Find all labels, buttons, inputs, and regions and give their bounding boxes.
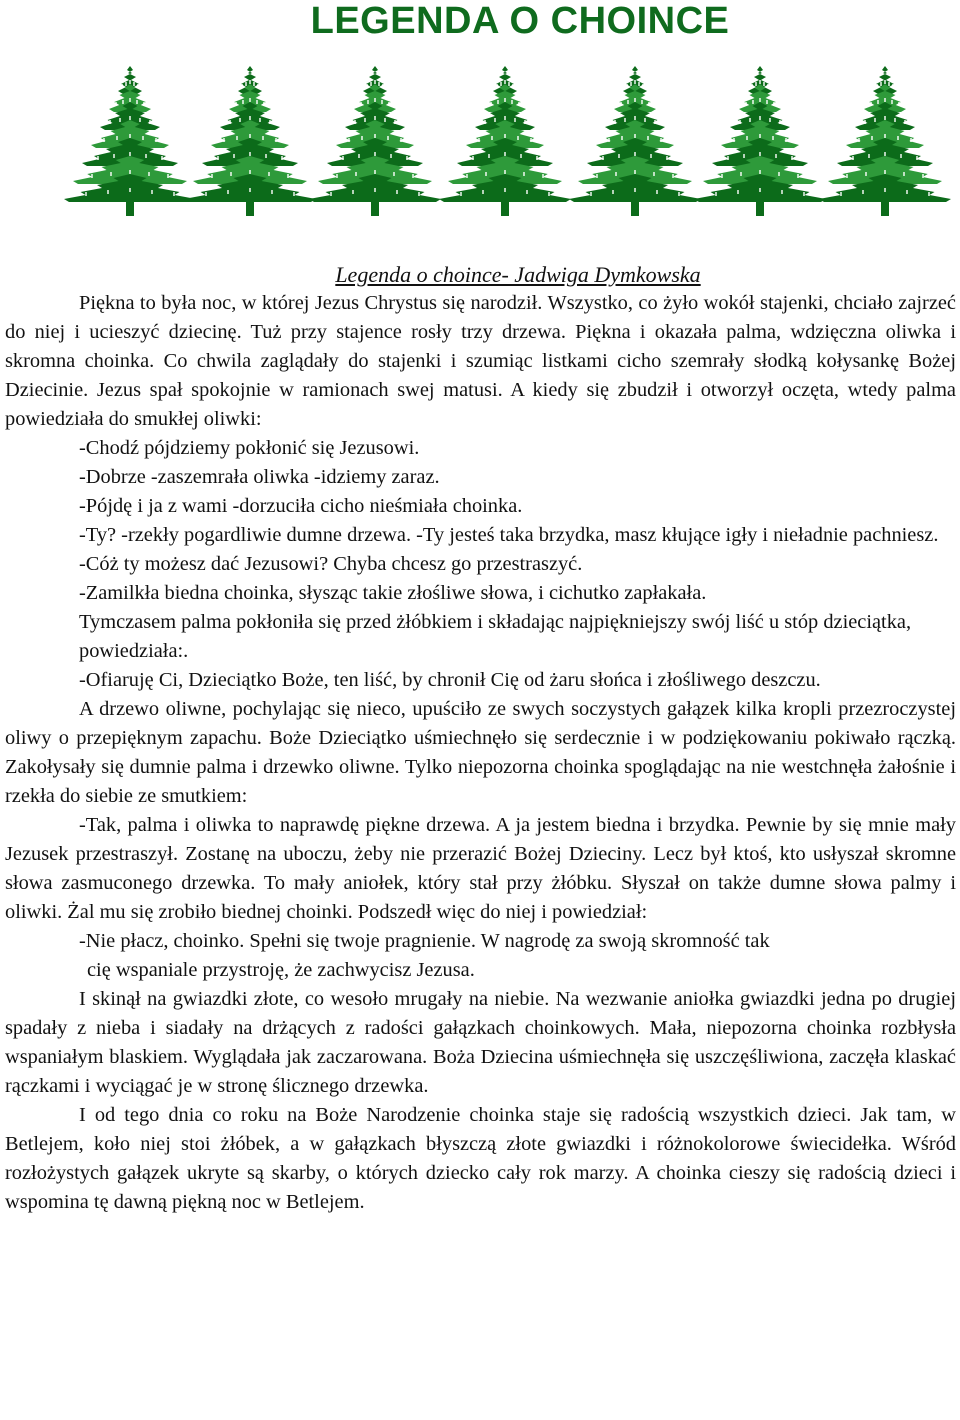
- pine-tree-icon: [309, 66, 441, 216]
- story-paragraph: I skinął na gwiazdki złote, co wesoło mrugały na niebie. Na wezwanie aniołka gwiazdki jedna po drugiej spadały z nieba i siadały na drżących z radości gałązkach choinkowych. Mała, niepozorna choinka rozbłysła wspaniałym blaskiem. Wyglądała jak zaczarowana. Boża Dziecina uśmiechnęła się uszczęśliwiona, zaczęła klaskać rączkami i wyciągać je w stronę ślicznego drzewka.: [5, 988, 956, 1097]
- dialogue-line: Tymczasem palma pokłoniła się przed żłóbkiem i składając najpiękniejszy swój liść u stóp dzieciątka, powiedziała:.: [79, 611, 912, 662]
- dialogue-line: -Chodź pójdziemy pokłonić się Jezusowi.: [79, 437, 420, 459]
- story-subtitle: Legenda o choince- Jadwiga Dymkowska: [335, 262, 701, 287]
- dialogue-line: -Dobrze -zaszemrała oliwka -idziemy zaraz.: [79, 466, 440, 488]
- pine-tree-icon: [569, 66, 701, 216]
- story-paragraph: A drzewo oliwne, pochylając się nieco, upuściło ze swych soczystych gałązek kilka kropli przezroczystej oliwy o przepięknym zapachu. Boże Dzieciątko uśmiechnęło się serdecznie i w podziękowaniu pokiwało rączką. Zakołysały się dumnie palma i drzewko oliwne. Tylko niepozorna choinka spoglądając na nie westchnęła żałośnie i rzekła do siebie ze smutkiem:: [5, 698, 956, 807]
- pine-tree-icon: [694, 66, 826, 216]
- story-paragraph: -Tak, palma i oliwka to naprawdę piękne drzewa. A ja jestem biedna i brzydka. Pewnie by się mnie mały Jezusek przestraszył. Zostanę na uboczu, żeby nie przerazić Bożej Dzieciny. Lecz był ktoś, kto usłyszał skromne słowa zasmuconego drzewka. To mały aniołek, który stał przy żłóbku. Słyszał on także dumne słowa palmy i oliwki. Żal mu się zrobiło biednej choinki. Podszedł więc do niej i powiedział:: [5, 814, 956, 923]
- pine-tree-icon: [64, 66, 196, 216]
- pine-tree-icon: [819, 66, 951, 216]
- dialogue-line: -Pójdę i ja z wami -dorzuciła cicho nieśmiała choinka.: [79, 495, 523, 517]
- tree-row: [0, 64, 960, 224]
- dialogue-line: -Ty? -rzekły pogardliwie dumne drzewa. -Ty jesteś taka brzydka, masz kłujące igły i nieładnie pachniesz.: [79, 524, 939, 546]
- dialogue-line: cię wspaniale przystroję, że zachwycisz Jezusa.: [87, 959, 475, 981]
- dialogue-line: -Cóż ty możesz dać Jezusowi? Chyba chcesz go przestraszyć.: [79, 553, 583, 575]
- dialogue-line: -Ofiaruję Ci, Dzieciątko Boże, ten liść, by chronił Cię od żaru słońca i złośliwego deszczu.: [79, 669, 821, 691]
- story-body: [5, 289, 956, 1217]
- pine-tree-icon: [184, 66, 316, 216]
- dialogue-line: -Nie płacz, choinko. Spełni się twoje pragnienie. W nagrodę za swoją skromność tak: [79, 930, 770, 952]
- page-title: LEGENDA O CHOINCE: [310, 0, 730, 42]
- story-paragraph: Piękna to była noc, w której Jezus Chrystus się narodził. Wszystko, co żyło wokół stajenki, chciało zajrzeć do niej i ucieszyć dziecinę. Tuż przy stajence rosły trzy drzewa. Piękna i okazała palma, wdzięczna oliwka i skromna choinka. Co chwila zaglądały do stajenki i szumiąc listkami cicho szemrały słodką kołysankę Bożej Dziecinie. Jezus spał spokojnie w ramionach swej matusi. A kiedy się zbudził i otworzył oczęta, wtedy palma powiedziała do smukłej oliwki:: [5, 292, 956, 430]
- pine-tree-icon: [439, 66, 571, 216]
- story-paragraph: I od tego dnia co roku na Boże Narodzenie choinka staje się radością wszystkich dzieci. Jak tam, w Betlejem, koło niej stoi żłóbek, a w gałązkach błyszczą złote gwiazdki i różnokolorowe świecidełka. Wśród rozłożystych gałązek ukryte są skarby, o których dziecko cały rok marzy. A choinka cieszy się radością dzieci i wspomina tę dawną piękną noc w Betlejem.: [5, 1104, 956, 1213]
- dialogue-line: -Zamilkła biedna choinka, słysząc takie złośliwe słowa, i cichutko zapłakała.: [79, 582, 707, 604]
